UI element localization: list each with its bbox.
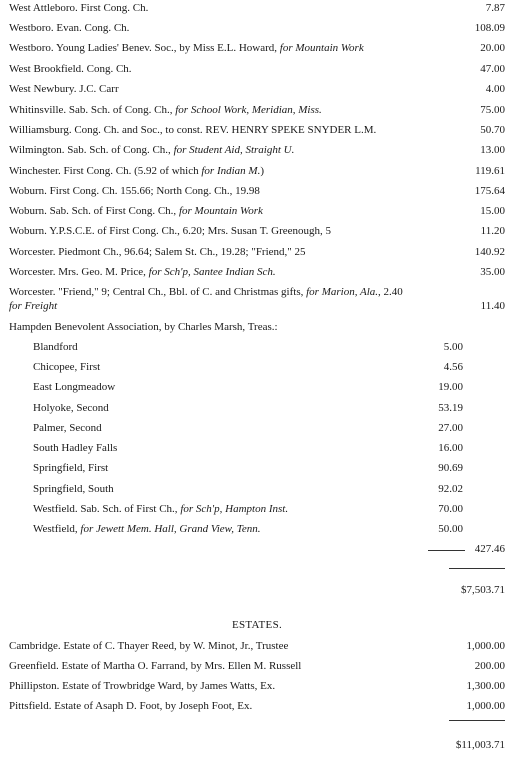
- entry-amount: 7.87: [485, 2, 505, 14]
- grand-total: $11,003.71: [455, 739, 505, 751]
- entry-amount: 15.00: [480, 205, 505, 217]
- entry-text: Westboro. Young Ladies' Benev. Soc., by Miss E.L. Howard, for Mountain Work: [9, 42, 364, 54]
- item-amount: 5.00: [443, 341, 463, 353]
- item-amount: 4.56: [443, 361, 463, 373]
- item-text: Chicopee, First: [33, 361, 101, 373]
- entry-amount: 11.40: [480, 300, 505, 312]
- hampden-header: Hampden Benevolent Association, by Charles Marsh, Treas.:: [9, 321, 278, 333]
- estate-amount: 1,000.00: [466, 640, 505, 652]
- item-text: South Hadley Falls: [33, 442, 118, 454]
- hampden-subtotal: 427.46: [474, 543, 505, 555]
- estate-text: Greenfield. Estate of Martha O. Farrand, by Mrs. Ellen M. Russell: [9, 660, 302, 672]
- entry-text: West Newbury. J.C. Carr: [9, 83, 119, 95]
- estate-amount: 200.00: [474, 660, 505, 672]
- entry-text: West Brookfield. Cong. Ch.: [9, 63, 132, 75]
- entry-amount: 35.00: [480, 266, 505, 278]
- item-text: Westfield. Sab. Sch. of First Ch., for Sch'p, Hampton Inst.: [33, 503, 289, 515]
- entry-text: Woburn. Sab. Sch. of First Cong. Ch., for Mountain Work: [9, 205, 263, 217]
- entry-amount: 4.00: [485, 83, 505, 95]
- estate-text: Pittsfield. Estate of Asaph D. Foot, by Joseph Foot, Ex.: [9, 700, 253, 712]
- total-amount: $7,503.71: [461, 584, 505, 596]
- entry-text: Worcester. Mrs. Geo. M. Price, for Sch'p, Santee Indian Sch.: [9, 266, 276, 278]
- entry-amount: 108.09: [474, 22, 505, 34]
- estates-heading: ESTATES.: [231, 619, 283, 631]
- item-text: Springfield, First: [33, 462, 109, 474]
- entry-amount: 11.20: [480, 225, 505, 237]
- entry-amount: 20.00: [480, 42, 505, 54]
- entry-text: for Freight: [9, 300, 58, 312]
- estate-text: Phillipston. Estate of Trowbridge Ward, by James Watts, Ex.: [9, 680, 276, 692]
- entry-amount: 140.92: [474, 246, 505, 258]
- entry-amount: 50.70: [480, 124, 505, 136]
- item-text: Blandford: [33, 341, 78, 353]
- entry-amount: 47.00: [480, 63, 505, 75]
- entry-amount: 75.00: [480, 104, 505, 116]
- entry-text: Winchester. First Cong. Ch. (5.92 of which for Indian M.): [9, 165, 265, 177]
- entry-amount: 13.00: [480, 144, 505, 156]
- entry-text: Wilmington. Sab. Sch. of Cong. Ch., for Student Aid, Straight U.: [9, 144, 295, 156]
- estate-amount: 1,000.00: [466, 700, 505, 712]
- item-amount: 50.00: [438, 523, 463, 535]
- entry-text: Williamsburg. Cong. Ch. and Soc., to const. REV. HENRY SPEKE SNYDER L.M.: [9, 124, 377, 136]
- estate-amount: 1,300.00: [466, 680, 505, 692]
- item-amount: 70.00: [438, 503, 463, 515]
- item-amount: 90.69: [438, 462, 463, 474]
- entry-amount: 119.61: [475, 165, 505, 177]
- entry-text: Woburn. Y.P.S.C.E. of First Cong. Ch., 6.20; Mrs. Susan T. Greenough, 5: [9, 225, 332, 237]
- entry-text: Worcester. "Friend," 9; Central Ch., Bbl. of C. and Christmas gifts, for Marion, Ala., 2.40: [9, 286, 403, 298]
- item-amount: 19.00: [438, 381, 463, 393]
- estate-text: Cambridge. Estate of C. Thayer Reed, by W. Minot, Jr., Trustee: [9, 640, 289, 652]
- subtotal-rule: [428, 550, 465, 551]
- entry-text: Westboro. Evan. Cong. Ch.: [9, 22, 130, 34]
- item-text: Springfield, South: [33, 483, 114, 495]
- entry-text: Whitinsville. Sab. Sch. of Cong. Ch., for School Work, Meridian, Miss.: [9, 104, 322, 116]
- item-text: Westfield, for Jewett Mem. Hall, Grand View, Tenn.: [33, 523, 261, 535]
- total-rule: [449, 720, 505, 721]
- entry-text: Worcester. Piedmont Ch., 96.64; Salem St. Ch., 19.28; "Friend," 25: [9, 246, 306, 258]
- item-amount: 92.02: [438, 483, 463, 495]
- entry-text: Woburn. First Cong. Ch. 155.66; North Cong. Ch., 19.98: [9, 185, 260, 197]
- item-amount: 16.00: [438, 442, 463, 454]
- item-text: Holyoke, Second: [33, 402, 109, 414]
- total-rule: [449, 568, 505, 569]
- item-text: Palmer, Second: [33, 422, 102, 434]
- item-amount: 27.00: [438, 422, 463, 434]
- item-text: East Longmeadow: [33, 381, 116, 393]
- item-amount: 53.19: [438, 402, 463, 414]
- entry-amount: 175.64: [474, 185, 505, 197]
- entry-text: West Attleboro. First Cong. Ch.: [9, 2, 149, 14]
